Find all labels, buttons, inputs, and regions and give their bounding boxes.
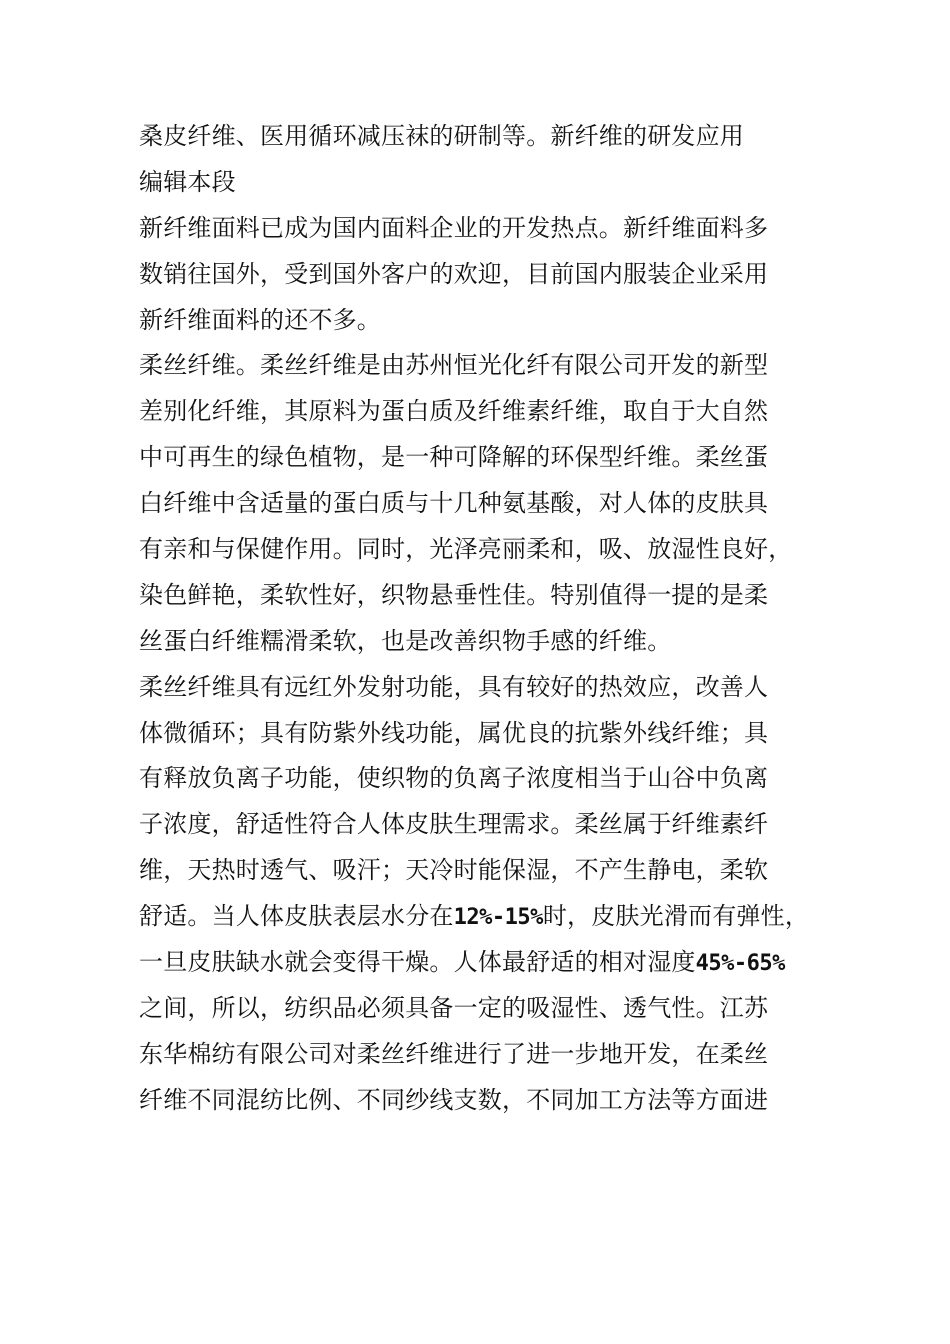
- text-line: 新纤维面料已成为国内面料企业的开发热点。新纤维面料多: [139, 213, 769, 242]
- text-segment: 舒适。当人体皮肤表层水分在: [139, 902, 454, 931]
- text-segment: 时，皮肤光滑而有弹性，: [542, 902, 810, 931]
- text-segment: 一旦皮肤缺水就会变得干燥。人体最舒适的相对湿度: [139, 948, 696, 977]
- text-line: 子浓度，舒适性符合人体皮肤生理需求。柔丝属于纤维素纤: [139, 810, 769, 839]
- humidity-range-value: 45%-65%: [695, 951, 785, 977]
- section-edit-label: 编辑本段: [139, 167, 236, 196]
- text-line: 数销往国外，受到国外客户的欢迎，目前国内服装企业采用: [139, 259, 769, 288]
- text-line: 有释放负离子功能，使织物的负离子浓度相当于山谷中负离: [139, 764, 769, 793]
- text-line: 东华棉纺有限公司对柔丝纤维进行了进一步地开发，在柔丝: [139, 1039, 769, 1068]
- text-line: 维，天热时透气、吸汗；天冷时能保湿，不产生静电，柔软: [139, 856, 769, 885]
- text-line: 纤维不同混纺比例、不同纱线支数，不同加工方法等方面进: [139, 1085, 769, 1114]
- text-line: 有亲和与保健作用。同时，光泽亮丽柔和，吸、放湿性良好，: [139, 535, 793, 564]
- text-line: 染色鲜艳，柔软性好，织物悬垂性佳。特别值得一提的是柔: [139, 580, 769, 609]
- text-line: 新纤维面料的还不多。: [139, 305, 381, 334]
- text-line: 体微循环；具有防紫外线功能，属优良的抗紫外线纤维；具: [139, 718, 769, 747]
- text-line: 桑皮纤维、医用循环减压袜的研制等。新纤维的研发应用: [139, 122, 744, 150]
- text-line-with-number: [139, 894, 859, 940]
- moisture-range-value: 12%-15%: [453, 905, 543, 931]
- body-text: [139, 114, 859, 1124]
- text-line: 丝蛋白纤维糯滑柔软，也是改善织物手感的纤维。: [139, 626, 672, 655]
- text-line: 中可再生的绿色植物，是一种可降解的环保型纤维。柔丝蛋: [139, 443, 769, 472]
- text-line: 柔丝纤维。柔丝纤维是由苏州恒光化纤有限公司开发的新型: [139, 351, 769, 380]
- text-line: 差别化纤维，其原料为蛋白质及纤维素纤维，取自于大自然: [139, 397, 769, 426]
- text-line: 白纤维中含适量的蛋白质与十几种氨基酸，对人体的皮肤具: [139, 489, 769, 518]
- text-line: 柔丝纤维具有远红外发射功能，具有较好的热效应，改善人: [139, 672, 769, 701]
- text-line-with-number: [139, 940, 859, 986]
- text-line: 之间，所以，纺织品必须具备一定的吸湿性、透气性。江苏: [139, 993, 769, 1022]
